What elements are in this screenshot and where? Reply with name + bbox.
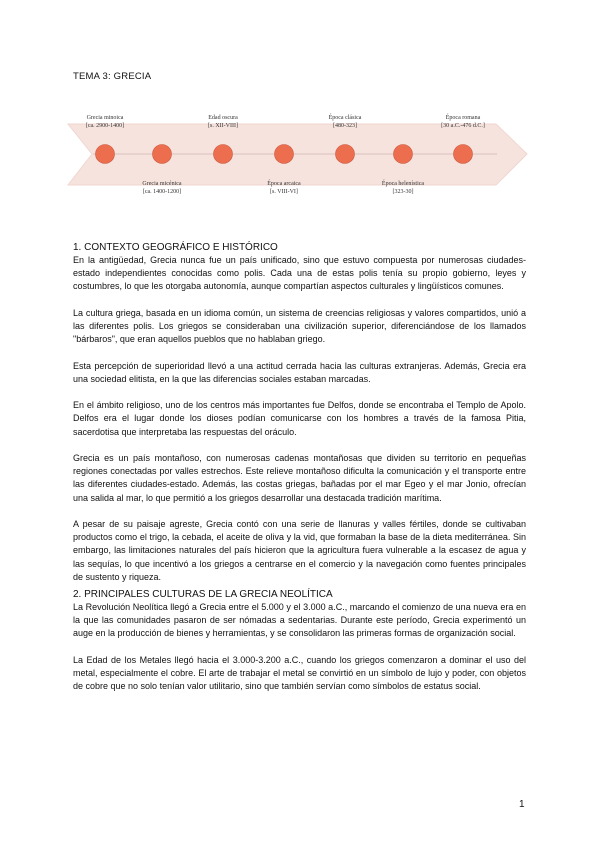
event-dates: [480-323]	[333, 122, 357, 129]
event-dates: [s. VIII-VI]	[270, 188, 298, 195]
paragraph: La Edad de los Metales llegó hacia el 3.000-3.200 a.C., cuando los griegos comenzaron a dominar el uso del metal, especialmente el cobre. El arte de trabajar el metal se convirtió en un símbolo de lujo y poder, con objetos de cobre que no solo tenían valor utilitario, sino que también servían como símbolos de estatus social.	[73, 654, 526, 692]
paragraph: La cultura griega, basada en un idioma común, un sistema de creencias religiosas y valores compartidos, unió a las diferentes polis. Los griegos se consideraban una civilización superior, diferenciándose de los llamados "bárbaros", que eran aquellos pueblos que no hablaban griego.	[73, 307, 526, 345]
paragraph: En la antigüedad, Grecia nunca fue un país unificado, sino que estuvo compuesta por numerosas ciudades-estado independientes conocidas como polis. Cada una de estas polis tenía su propio gobierno, leyes y costumbres, lo que les otorgaba autonomía, aunque compartían aspectos culturales y lingüísticos comunes.	[73, 255, 526, 292]
marker-grecia-micenica	[153, 145, 172, 164]
timeline-label-bottom	[127, 181, 197, 196]
section-heading: 1. CONTEXTO GEOGRÁFICO E HISTÓRICO	[73, 242, 278, 253]
marker-grecia-minoica	[96, 145, 115, 164]
page-number: 1	[519, 799, 525, 810]
timeline	[0, 0, 600, 220]
marker-edad-oscura	[214, 145, 233, 164]
marker-epoca-helenistica	[394, 145, 413, 164]
timeline-label-bottom	[249, 181, 319, 196]
paragraph: Esta percepción de superioridad llevó a una actitud cerrada hacia las culturas extranjeras. Además, Grecia era una sociedad elitista, en la que las diferencias sociales estaban marcadas.	[73, 360, 526, 384]
event-name: Época helenística	[381, 181, 425, 187]
event-name: Edad oscura	[208, 115, 238, 121]
document-body	[73, 241, 526, 707]
event-dates: [323-30]	[392, 188, 414, 195]
event-name: Época arcaica	[267, 181, 301, 187]
event-dates: [30 a.C.-476 d.C.]	[441, 122, 485, 129]
event-dates: [ca. 2900-1400]	[85, 122, 125, 129]
paragraph: En el ámbito religioso, uno de los centros más importantes fue Delfos, donde se encontraba el Templo de Apolo. Delfos era el lugar donde los dioses podían comunicarse con los hombres a través de la famosa Pitia, sacerdotisa que interpretaba las respuestas del oráculo.	[73, 400, 526, 437]
timeline-label-bottom	[368, 181, 438, 196]
paragraph: La Revolución Neolítica llegó a Grecia entre el 5.000 y el 3.000 a.C., marcando el comienzo de una nueva era en la que las comunidades pasaron de ser nómadas a sedentarias. Durante este período, Grecia experimentó un auge en la producción de bienes y herramientas, y se consolidaron las primeras formas de organización social.	[73, 602, 526, 639]
event-dates: [ca. 1400-1200]	[142, 188, 182, 195]
event-name: Época clásica	[328, 115, 362, 121]
event-name: Grecia micénica	[142, 181, 182, 187]
timeline-label-top	[188, 115, 258, 130]
section-heading: 2. PRINCIPALES CULTURAS DE LA GRECIA NEOLÍTICA	[73, 589, 333, 600]
event-name: Grecia minoica	[86, 115, 124, 121]
marker-epoca-arcaica	[275, 145, 294, 164]
event-dates: [s. XII-VIII]	[208, 122, 238, 129]
timeline-label-top	[70, 115, 140, 130]
paragraph: Grecia es un país montañoso, con numerosas cadenas montañosas que dividen su territorio en pequeñas regiones conectadas por valles estrechos. Este relieve montañoso dificulta la comunicación y el transporte entre las diferentes ciudades-estado. Además, las costas griegas, bañadas por el mar Egeo y el mar Jonio, ofrecían una salida al mar, lo que permitió a los griegos desarrollar una destacada tradición marítima.	[73, 452, 526, 503]
timeline-label-top	[428, 115, 498, 130]
marker-epoca-clasica	[336, 145, 355, 164]
paragraph: A pesar de su paisaje agreste, Grecia contó con una serie de llanuras y valles fértiles, donde se cultivaban productos como el trigo, la cebada, el aceite de oliva y la vid, que formaban la base de la dieta mediterránea. Sin embargo, las limitaciones naturales del país hicieron que la agricultura fuera vulnerable a la escasez de agua y las sequías, lo que incentivó a los griegos a centrarse en el comercio y la navegación como fuentes principales de sustento y riqueza.	[73, 518, 526, 582]
marker-epoca-romana	[454, 145, 473, 164]
timeline-label-top	[310, 115, 380, 130]
event-name: Época romana	[445, 115, 481, 121]
page-title: TEMA 3: GRECIA	[73, 71, 152, 82]
